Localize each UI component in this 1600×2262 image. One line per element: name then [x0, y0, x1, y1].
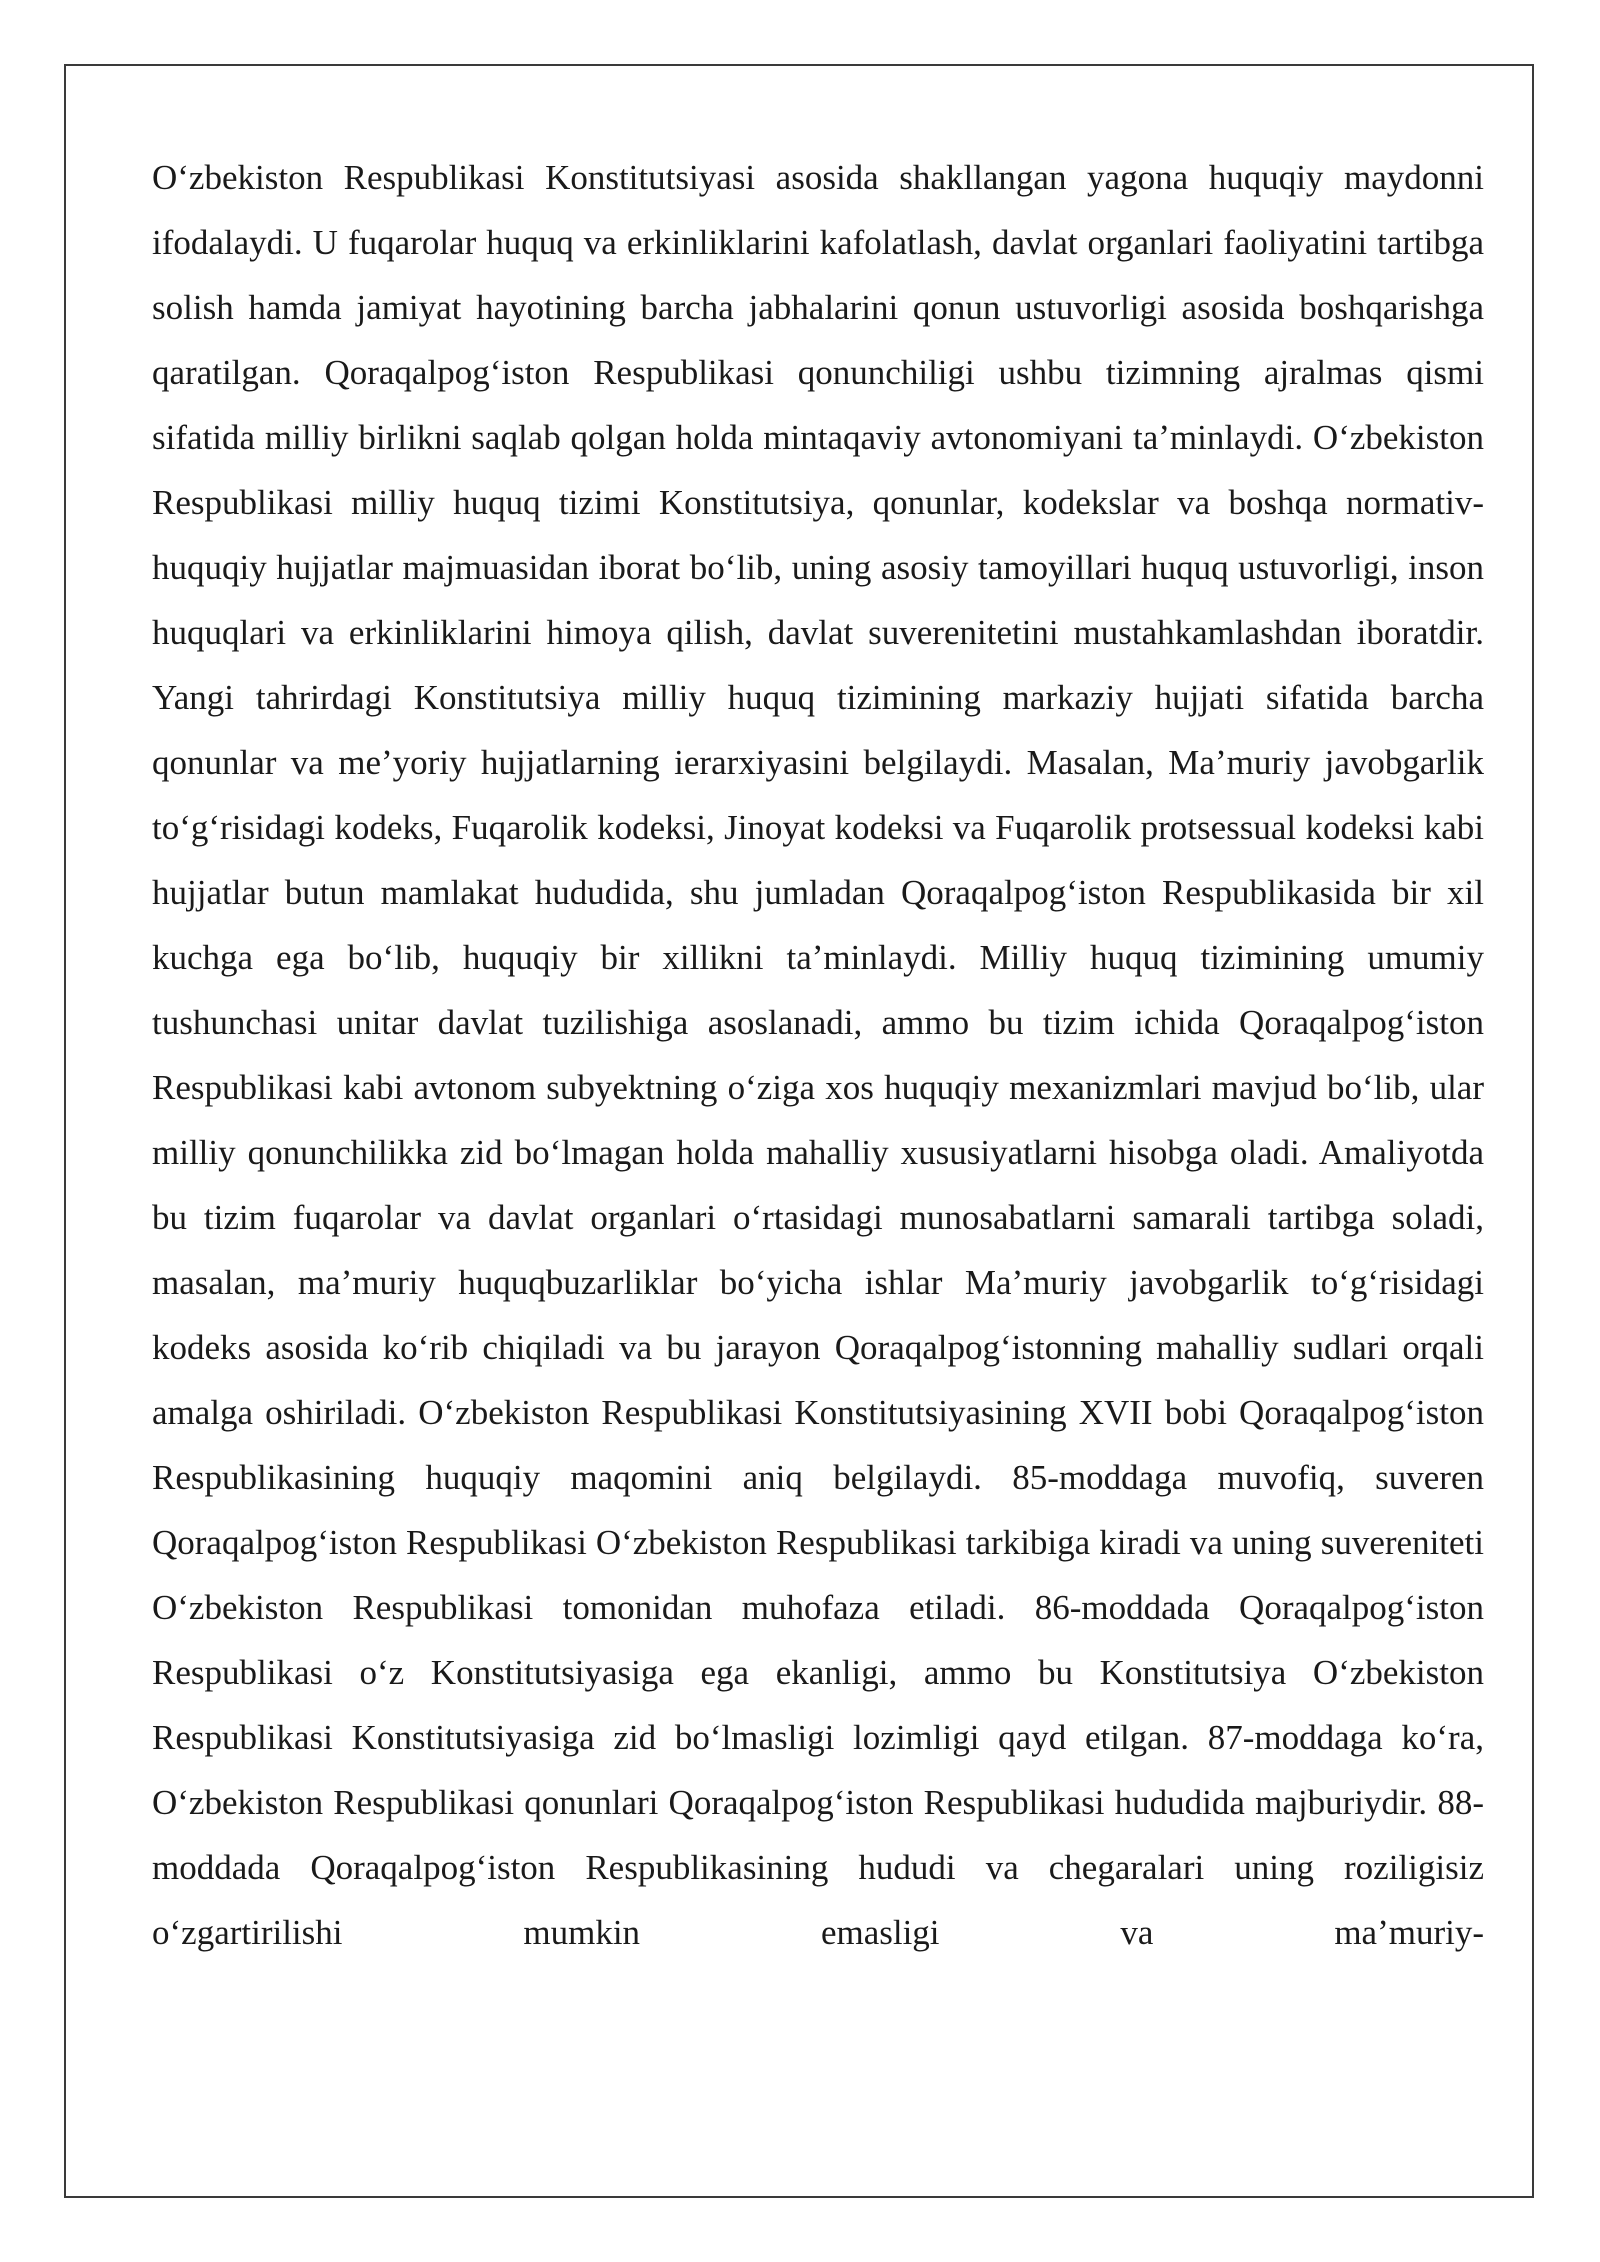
body-paragraph: Oʻzbekiston Respublikasi Konstitutsiyasi asosida shakllangan yagona huquqiy maydonni ifodalaydi. U fuqarolar huquq va erkinliklarini kafolatlash, davlat organlari faoliyatini tartibga solish hamda jamiyat hayotining barcha jabhalarini qonun ustuvorligi asosida boshqarishga qaratilgan. Qoraqalpogʻiston Respublikasi qonunchiligi ushbu tizimning ajralmas qismi sifatida milliy birlikni saqlab qolgan holda mintaqaviy avtonomiyani taʼminlaydi. Oʻzbekiston Respublikasi milliy huquq tizimi Konstitutsiya, qonunlar, kodekslar va boshqa normativ-huquqiy hujjatlar majmuasidan iborat boʻlib, uning asosiy tamoyillari huquq ustuvorligi, inson huquqlari va erkinliklarini himoya qilish, davlat suverenitetini mustahkamlashdan iboratdir. Yangi tahrirdagi Konstitutsiya milliy huquq tizimining markaziy hujjati sifatida barcha qonunlar va meʼyoriy hujjatlarning ierarxiyasini belgilaydi. Masalan, Maʼmuriy javobgarlik toʻgʻrisidagi kodeks, Fuqarolik kodeksi, Jinoyat kodeksi va Fuqarolik protsessual kodeksi kabi hujjatlar butun mamlakat hududida, shu jumladan Qoraqalpogʻiston Respublikasida bir xil kuchga ega boʻlib, huquqiy bir xillikni taʼminlaydi. Milliy huquq tizimining umumiy tushunchasi unitar davlat tuzilishiga asoslanadi, ammo bu tizim ichida Qoraqalpogʻiston Respublikasi kabi avtonom subyektning oʻziga xos huquqiy mexanizmlari mavjud boʻlib, ular milliy qonunchilikka zid boʻlmagan holda mahalliy xususiyatlarni hisobga oladi. Amaliyotda bu tizim fuqarolar va davlat organlari oʻrtasidagi munosabatlarni samarali tartibga soladi, masalan, maʼmuriy huquqbuzarliklar boʻyicha ishlar Maʼmuriy javobgarlik toʻgʻrisidagi kodeks asosida koʻrib chiqiladi va bu jarayon Qoraqalpogʻistonning mahalliy sudlari orqali amalga oshiriladi. Oʻzbekiston Respublikasi Konstitutsiyasining XVII bobi Qoraqalpogʻiston Respublikasining huquqiy maqomini aniq belgilaydi. 85-moddaga muvofiq, suveren Qoraqalpogʻiston Respublikasi Oʻzbekiston Respublikasi tarkibiga kiradi va uning suvereniteti Oʻzbekiston Respublikasi tomonidan muhofaza etiladi. 86-moddada Qoraqalpogʻiston Respublikasi oʻz Konstitutsiyasiga ega ekanligi, ammo bu Konstitutsiya Oʻzbekiston Respublikasi Konstitutsiyasiga zid boʻlmasligi lozimligi qayd etilgan. 87-moddaga koʻra, Oʻzbekiston Respublikasi qonunlari Qoraqalpogʻiston Respublikasi hududida majburiydir. 88-moddada Qoraqalpogʻiston Respublikasining hududi va chegaralari uning roziligisiz oʻzgartirilishi mumkin emasligi va maʼmuriy- — [152, 158, 1484, 1952]
page-body — [152, 145, 1484, 1965]
